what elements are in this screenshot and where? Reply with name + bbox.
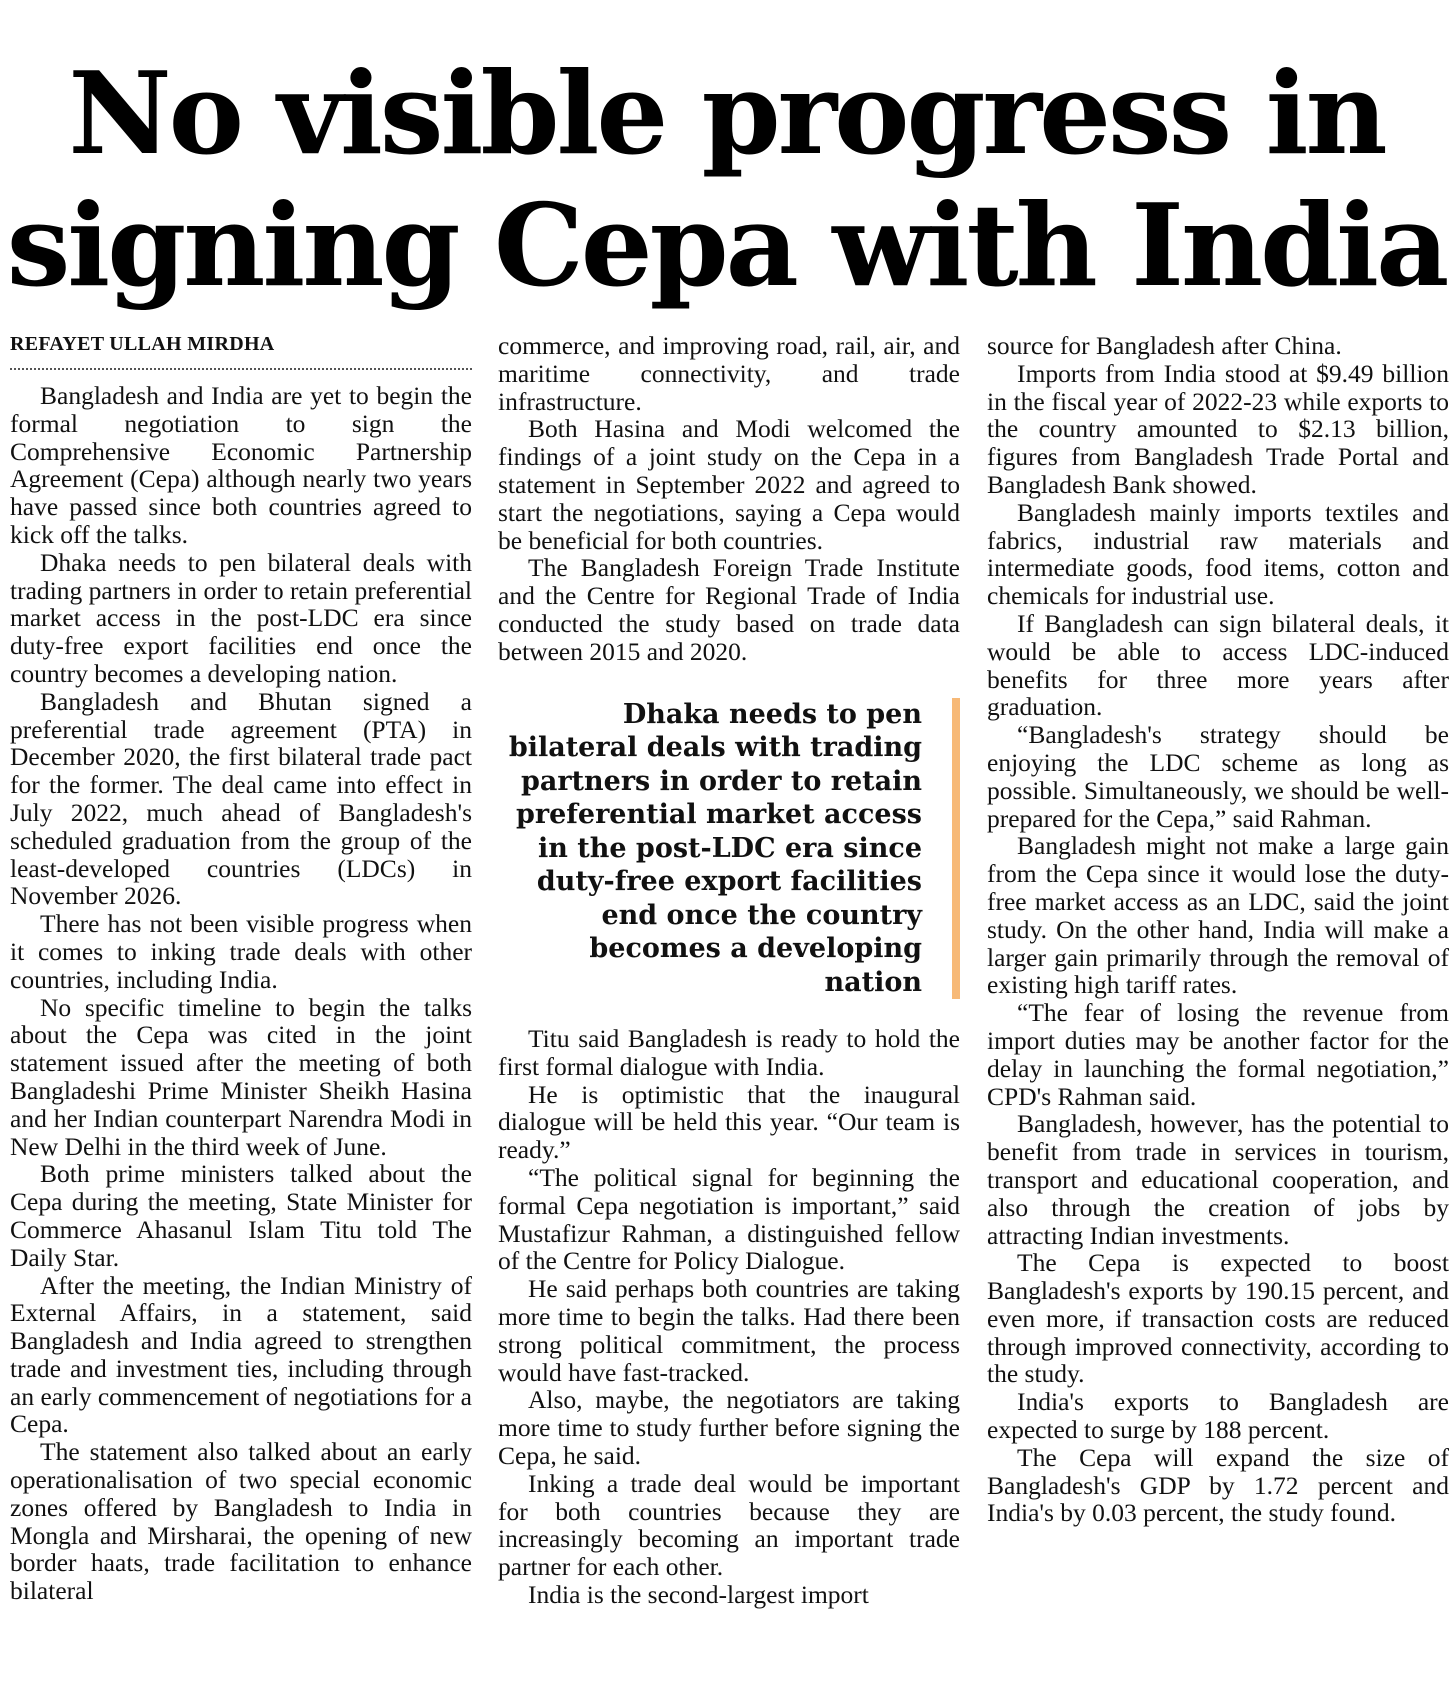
paragraph: If Bangladesh can sign bilateral deals, it would be able to access LDC-induced benefits for three more years after graduation. [987, 608, 1449, 722]
paragraph: The Cepa will expand the size of Bangladesh's GDP by 1.72 percent and India's by 0.03 percent, the study found. [987, 1442, 1449, 1528]
paragraph: Dhaka needs to pen bilateral deals with trading partners in order to retain preferential market access in the post-LDC era since duty-free export facilities end once the country becomes a developing nation. [10, 547, 472, 688]
paragraph: Bangladesh might not make a large gain from the Cepa since it would lose the duty-free market access as an LDC, said the joint study. On the other hand, India will make a larger gain primarily through the removal of existing high tariff rates. [987, 831, 1449, 1000]
paragraph: commerce, and improving road, rail, air, and maritime connectivity, and trade infrastructure. [498, 331, 960, 416]
paragraph: The Bangladesh Foreign Trade Institute and the Centre for Regional Trade of India conducted the study based on trade data between 2015 and 2020. [498, 553, 960, 666]
paragraph: He is optimistic that the inaugural dialogue will be held this year. “Our team is ready.” [498, 1079, 960, 1165]
paragraph: India's exports to Bangladesh are expected to surge by 188 percent. [987, 1387, 1449, 1445]
paragraph: Both Hasina and Modi welcomed the findings of a joint study on the Cepa in a statement in September 2022 and agreed to start the negotiations, saying a Cepa would be beneficial for both countries. [498, 414, 960, 555]
paragraph: “Bangladesh's strategy should be enjoying the LDC scheme as long as possible. Simultaneously, we should be well-prepared for the Cepa,” said Rahman. [987, 720, 1449, 833]
byline: REFAYET ULLAH MIRDHA [10, 332, 472, 370]
headline-line-2: signing Cepa with India [6, 179, 1447, 312]
headline-line-1: No visible progress in [68, 47, 1385, 180]
paragraph: Bangladesh and Bhutan signed a preferential trade agreement (PTA) in December 2020, the first bilateral trade pact for the former. The deal came into effect in July 2022, much ahead of Bangladesh's scheduled graduation from the group of the least-developed countries (LDCs) in November 2026. [10, 686, 472, 911]
paragraph: No specific timeline to begin the talks about the Cepa was cited in the joint statement issued after the meeting of both Bangladeshi Prime Minister Sheikh Hasina and her Indian counterpart Narendra Modi in New Delhi in the third week of June. [10, 992, 472, 1161]
paragraph: After the meeting, the Indian Ministry of External Affairs, in a statement, said Bangladesh and India agreed to strengthen trade and investment ties, including through an early commencement of negotiations for a Cepa. [10, 1270, 472, 1439]
paragraph: India is the second-largest import [528, 1580, 869, 1609]
paragraph: Inking a trade deal would be important for both countries because they are increasingly becoming an important trade partner for each other. [498, 1468, 960, 1582]
paragraph: Imports from India stood at $9.49 billion in the fiscal year of 2022-23 while exports to the country amounted to $2.13 billion, figures from Bangladesh Trade Portal and Bangladesh Bank showed. [987, 358, 1449, 499]
headline [0, 48, 1453, 312]
column-2 [498, 332, 960, 1609]
paragraph: “The political signal for beginning the formal Cepa negotiation is important,” said Mustafizur Rahman, a distinguished fellow of the Centre for Policy Dialogue. [498, 1163, 960, 1276]
paragraph: “The fear of losing the revenue from import duties may be another factor for the delay in launching the formal negotiation,” CPD's Rahman said. [987, 998, 1449, 1111]
paragraph: There has not been visible progress when it comes to inking trade deals with other countries, including India. [10, 909, 472, 994]
pull-quote-text: Dhaka needs to pen bilateral deals with trading partners in order to retain preferential market access in the post-LDC era since duty-free export facilities end once the country becomes a developing nation [508, 698, 922, 998]
paragraph: source for Bangladesh after China. [987, 331, 1342, 360]
column-3 [987, 332, 1449, 1527]
paragraph: He said perhaps both countries are taking more time to begin the talks. Had there been strong political commitment, the process would have fast-tracked. [498, 1274, 960, 1387]
pull-quote [498, 698, 960, 1000]
paragraph: Also, maybe, the negotiators are taking more time to study further before signing the Cepa, he said. [498, 1385, 960, 1471]
paragraph: Bangladesh mainly imports textiles and fabrics, industrial raw materials and intermediate goods, food items, cotton and chemicals for industrial use. [987, 497, 1449, 611]
paragraph: Titu said Bangladesh is ready to hold the first formal dialogue with India. [498, 1024, 960, 1081]
paragraph: Both prime ministers talked about the Cepa during the meeting, State Minister for Commerce Ahasanul Islam Titu told The Daily Star. [10, 1159, 472, 1272]
paragraph: Bangladesh and India are yet to begin the formal negotiation to sign the Comprehensive Economic Partnership Agreement (Cepa) although nearly two years have passed since both countries agreed to kick off the talks. [10, 381, 472, 549]
paragraph: The Cepa is expected to boost Bangladesh's exports by 190.15 percent, and even more, if transaction costs are reduced through improved connectivity, according to the study. [987, 1248, 1449, 1389]
paragraph: The statement also talked about an early operationalisation of two special economic zones offered by Bangladesh to India in Mongla and Mirsharai, the opening of new border haats, trade facilitation to enhance bilateral [10, 1437, 472, 1606]
column-1 [10, 332, 472, 1605]
paragraph: Bangladesh, however, has the potential to benefit from trade in services in tourism, transport and educational cooperation, and also through the creation of jobs by attracting Indian investments. [987, 1109, 1449, 1250]
pull-quote-accent-bar [952, 698, 960, 1000]
